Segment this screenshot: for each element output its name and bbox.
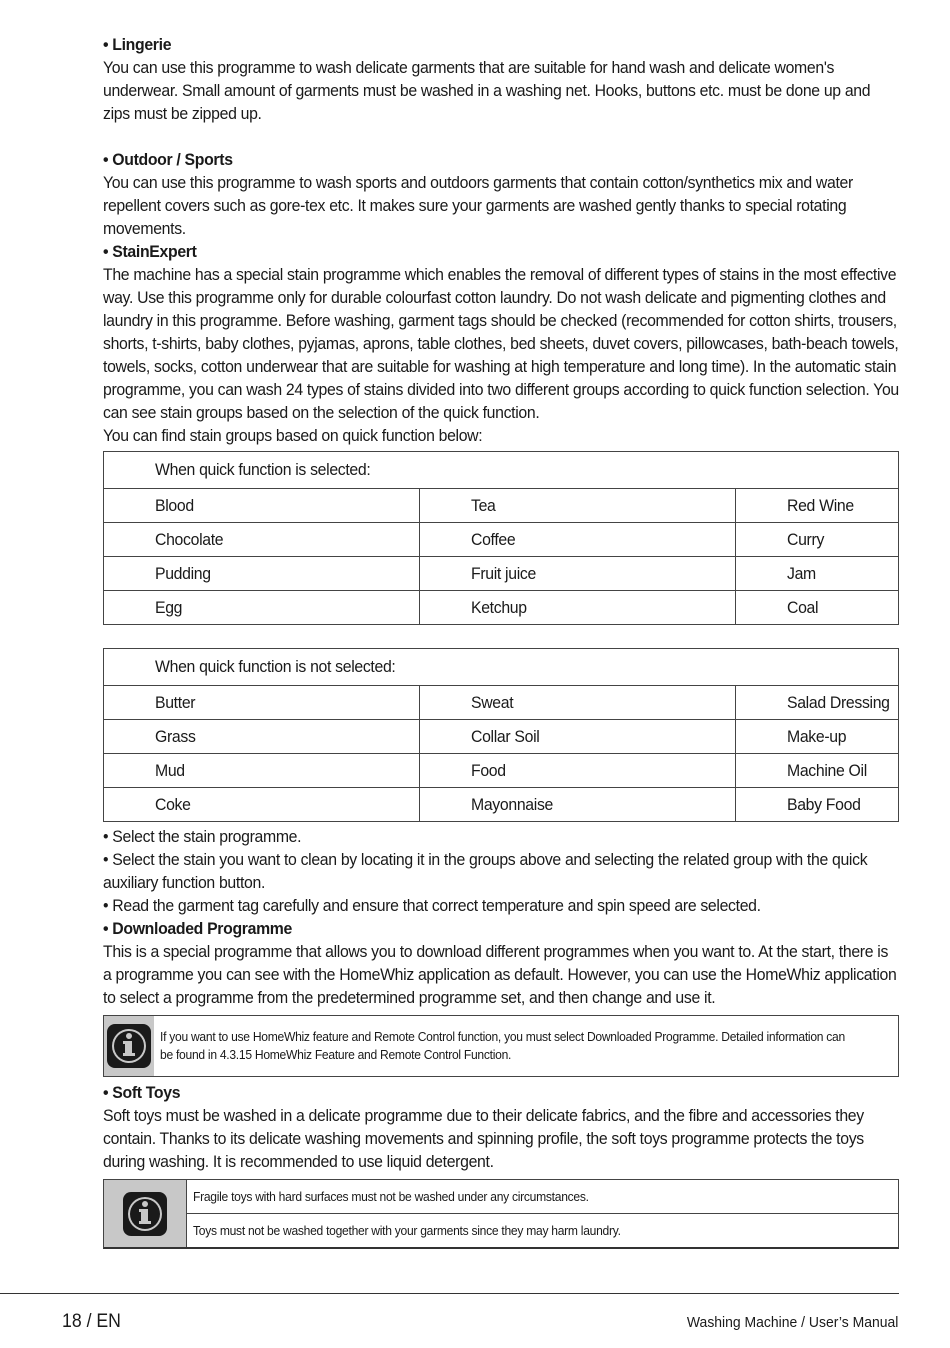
footer-divider bbox=[0, 1293, 899, 1294]
stainexpert-heading: • StainExpert bbox=[103, 242, 197, 261]
softtoys-heading: • Soft Toys bbox=[103, 1083, 181, 1102]
table-row: Pudding Fruit juice Jam bbox=[104, 557, 899, 591]
page-number: 18 / EN bbox=[62, 1311, 121, 1332]
softtoys-body: Soft toys must be washed in a delicate programme due to their delicate fabrics, and the fibre and accessories they contain. Thanks to its delicate washing movements and spinning profile, the soft toys programme protects the toys during washing. It is recommended to use liquid detergent. bbox=[103, 1106, 864, 1171]
table-row: Coke Mayonnaise Baby Food bbox=[104, 788, 899, 822]
table-header: When quick function is selected: bbox=[104, 452, 899, 489]
table-row: Blood Tea Red Wine bbox=[104, 489, 899, 523]
stain-table-selected bbox=[103, 451, 899, 625]
outdoor-body: You can use this programme to wash sports and outdoors garments that contain cotton/synthetics mix and water repellent covers such as gore-tex etc. It makes sure your garments are washed gently thanks to special rotating movements. bbox=[103, 173, 853, 238]
lingerie-body: You can use this programme to wash delicate garments that are suitable for hand wash and delicate women's underwear. Small amount of garments must be washed in a washing net. Hooks, buttons etc. must be done up and zips must be zipped up. bbox=[103, 58, 871, 123]
stain-table-not-selected bbox=[103, 648, 899, 822]
stainexpert-body: The machine has a special stain programme which enables the removal of different types of stains in the most effective way. Use this programme only for durable colourfast cotton laundry. Do not wash delicate and pigmenting clothes and laundry in this programme. Before washing, garment tags should be checked (recommended for cotton shirts, trousers, shorts, t-shirts, baby clothes, pyjamas, aprons, table clothes, bed sheets, duvet covers, pillowcases, bath-beach towels, towels, socks, cotton underwear that are suitable for washing at high temperature and long time). In the automatic stain programme, you can wash 24 types of stains divided into two different groups according to quick function selection. You can see stain groups based on the selection of the quick function. bbox=[103, 265, 899, 422]
page-content bbox=[103, 33, 899, 1249]
info-icon bbox=[104, 1016, 154, 1076]
table-row: Egg Ketchup Coal bbox=[104, 591, 899, 625]
step-item: • Read the garment tag carefully and ensure that correct temperature and spin speed are selected. bbox=[103, 896, 761, 915]
note-row: Fragile toys with hard surfaces must not be washed under any circumstances. bbox=[193, 1189, 589, 1204]
info-note-homewhiz bbox=[103, 1015, 899, 1077]
downloaded-heading: • Downloaded Programme bbox=[103, 919, 293, 938]
info-icon bbox=[104, 1180, 187, 1247]
table-row: Butter Sweat Salad Dressing bbox=[104, 686, 899, 720]
info-note-softtoys bbox=[103, 1179, 899, 1249]
manual-title: Washing Machine / User’s Manual bbox=[686, 1314, 898, 1331]
downloaded-body: This is a special programme that allows you to download different programmes when you want to. At the start, there is a programme you can see with the HomeWhiz application as default. However, you can use the HomeWhiz application to select a programme from the predetermined programme set, and then change and use it. bbox=[103, 942, 897, 1007]
table-row: Grass Collar Soil Make-up bbox=[104, 720, 899, 754]
step-item: • Select the stain you want to clean by locating it in the groups above and selecting the related group with the quick auxiliary function button. bbox=[103, 850, 868, 892]
table-row: Mud Food Machine Oil bbox=[104, 754, 899, 788]
table-header: When quick function is not selected: bbox=[104, 649, 899, 686]
outdoor-heading: • Outdoor / Sports bbox=[103, 150, 233, 169]
note-row: Toys must not be washed together with your garments since they may harm laundry. bbox=[187, 1213, 898, 1247]
stainexpert-intro: You can find stain groups based on quick function below: bbox=[103, 426, 483, 445]
table-row: Chocolate Coffee Curry bbox=[104, 523, 899, 557]
note-text: If you want to use HomeWhiz feature and Remote Control function, you must select Downloaded Programme. Detailed information can be found in 4.3.15 HomeWhiz Feature and Remote Control Function. bbox=[160, 1029, 845, 1062]
lingerie-heading: • Lingerie bbox=[103, 35, 172, 54]
step-item: • Select the stain programme. bbox=[103, 827, 302, 846]
